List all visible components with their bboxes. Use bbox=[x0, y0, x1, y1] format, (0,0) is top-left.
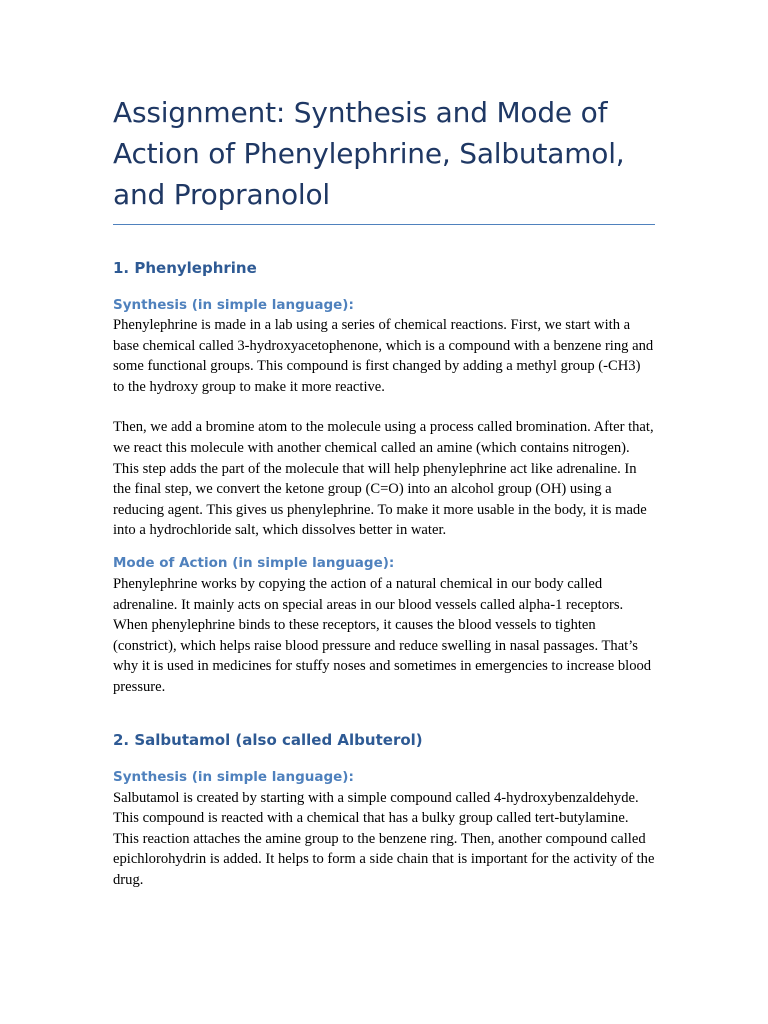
document-page bbox=[113, 92, 655, 890]
subheading-mode-of-action: Mode of Action (in simple language): bbox=[113, 554, 395, 571]
body-paragraph: Salbutamol is created by starting with a simple compound called 4-hydroxybenzaldehyde. This compound is reacted with a chemical that has a bulky group called tert-butylamine. This reaction attaches the amine group to the benzene ring. Then, another compound called epichlorohydrin is added. It helps to form a side chain that is important for the activity of the drug. bbox=[113, 789, 655, 888]
subheading-synthesis: Synthesis (in simple language): bbox=[113, 297, 354, 313]
title-underline-divider bbox=[113, 224, 655, 225]
body-paragraph: Phenylephrine is made in a lab using a series of chemical reactions. First, we start with a base chemical called 3-hydroxyacetophenone, which is a compound with a benzene ring and some functional groups. This compound is first changed by adding a methyl group (-CH3) to the hydroxy group to make it more reactive. bbox=[113, 317, 654, 395]
section-heading-phenylephrine: 1. Phenylephrine bbox=[113, 259, 257, 277]
section-heading-salbutamol: 2. Salbutamol (also called Albuterol) bbox=[113, 730, 423, 749]
subheading-synthesis: Synthesis (in simple language): bbox=[113, 768, 354, 785]
body-paragraph: Then, we add a bromine atom to the molecule using a process called bromination. After that, we react this molecule with another chemical called an amine (which contains nitrogen). This step adds the part of the molecule that will help phenylephrine act like adrenaline. In the final step, we convert the ketone group (C=O) into an alcohol group (OH) using a reducing agent. This gives us phenylephrine. To make it more usable in the body, it is made into a hydrochloride salt, which dissolves better in water. bbox=[113, 419, 654, 539]
body-paragraph: Phenylephrine works by copying the action of a natural chemical in our body called adrenaline. It mainly acts on special areas in our blood vessels called alpha-1 receptors. When phenylephrine binds to these receptors, it causes the blood vessels to tighten (constrict), which helps raise blood pressure and reduce swelling in nasal passages. That’s why it is used in medicines for stuffy noses and sometimes in emergencies to increase blood pressure. bbox=[113, 575, 652, 695]
document-title: Assignment: Synthesis and Mode of Action of Phenylephrine, Salbutamol, and Propranolol bbox=[113, 96, 625, 211]
